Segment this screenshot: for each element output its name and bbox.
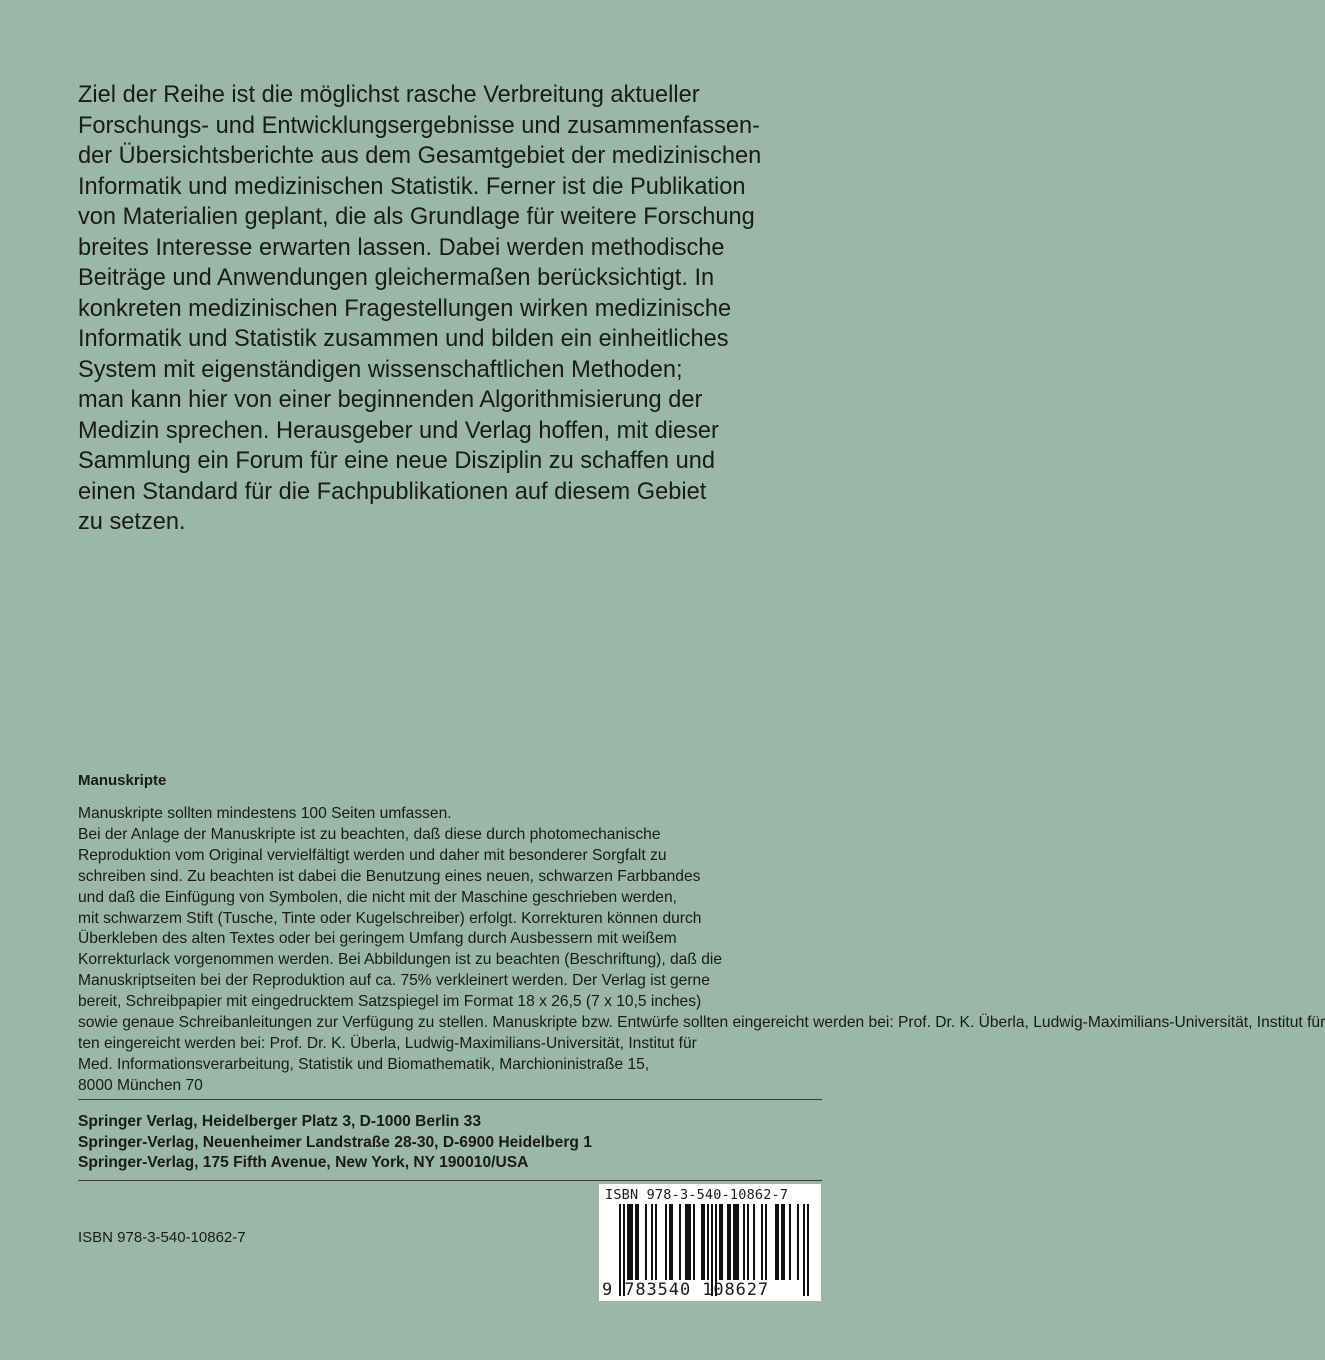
isbn-label: ISBN 978-3-540-10862-7 xyxy=(78,1229,246,1246)
barcode-bar xyxy=(733,1204,735,1280)
barcode-bar xyxy=(747,1204,749,1280)
address-berlin: Springer Verlag, Heidelberger Platz 3, D-1000 Berlin 33 xyxy=(78,1113,482,1130)
manuscripts-line: Bei der Anlage der Manuskripte ist zu beachten, daß diese durch photomechanische xyxy=(78,825,661,843)
barcode-isbn-text: ISBN 978-3-540-10862-7 xyxy=(605,1187,789,1203)
intro-line: Forschungs- und Entwicklungsergebnisse und zusammenfassen- xyxy=(78,112,760,139)
intro-line: von Materialien geplant, die als Grundlage für weitere Forschung xyxy=(78,204,755,230)
barcode-bar xyxy=(753,1204,755,1280)
series-description xyxy=(78,80,838,538)
barcode-digits: 9 783540 108627 xyxy=(602,1280,770,1300)
barcode-bar xyxy=(703,1204,705,1280)
intro-line: zu setzen. xyxy=(78,509,186,535)
intro-line: konkreten medizinischen Fragestellungen wirken medizinische xyxy=(78,295,732,322)
manuscripts-line: schreiben sind. Zu beachten ist dabei die Benutzung eines neuen, schwarzen Farbbandes xyxy=(78,867,701,885)
barcode-bar xyxy=(701,1204,703,1280)
barcode-bar xyxy=(797,1204,799,1280)
barcode-bar xyxy=(777,1204,779,1280)
barcode-bar xyxy=(685,1204,687,1280)
manuscripts-line: Manuskriptseiten bei der Reproduktion auf ca. 75% verkleinert werden. Der Verlag ist gerne xyxy=(78,972,710,990)
isbn-barcode xyxy=(599,1184,821,1301)
barcode-bar xyxy=(737,1204,739,1280)
barcode-bar xyxy=(789,1204,791,1280)
intro-line: System mit eigenständigen wissenschaftlichen Methoden; xyxy=(78,356,683,383)
barcode-bar xyxy=(735,1204,737,1280)
barcode-bar xyxy=(631,1204,633,1280)
intro-line: Sammlung ein Forum für eine neue Disziplin zu schaffen und xyxy=(78,448,715,474)
barcode-bar xyxy=(687,1204,689,1280)
barcode-bar xyxy=(689,1204,691,1280)
manuscripts-line: Manuskripte sollten mindestens 100 Seiten umfassen. xyxy=(78,805,452,822)
intro-line: breites Interesse erwarten lassen. Dabei werden methodische xyxy=(78,234,725,261)
manuscripts-line: mit schwarzem Stift (Tusche, Tinte oder Kugelschreiber) erfolgt. Korrekturen können durch xyxy=(78,909,702,927)
barcode-bar xyxy=(727,1204,729,1280)
manuscripts-line: Überkleben des alten Textes oder bei geringem Umfang durch Ausbessern mit weißem xyxy=(78,930,677,948)
manuscripts-line: und daß die Einfügung von Symbolen, die nicht mit der Maschine geschrieben werden, xyxy=(78,888,677,906)
barcode-bar xyxy=(775,1204,777,1280)
manuscripts-line: 8000 München 70 xyxy=(78,1076,203,1094)
divider-top xyxy=(78,1099,822,1100)
manuscripts-line: bereit, Schreibpapier mit eingedrucktem Satzspiegel im Format 18 x 26,5 (7 x 10,5 inches) xyxy=(78,993,702,1011)
barcode-bar xyxy=(651,1204,653,1280)
intro-line: der Übersichtsberichte aus dem Gesamtgebiet der medizinischen xyxy=(78,143,762,169)
publisher-addresses xyxy=(78,1112,592,1174)
barcode-bar xyxy=(669,1204,671,1280)
barcode-bar xyxy=(693,1204,695,1280)
barcode-bar xyxy=(719,1204,721,1280)
barcode-bar xyxy=(743,1204,745,1280)
address-new-york: Springer-Verlag, 175 Fifth Avenue, New York, NY 190010/USA xyxy=(78,1154,529,1171)
barcode-bar xyxy=(707,1204,709,1280)
manuscripts-line: Med. Informationsverarbeitung, Statistik und Biomathematik, Marchioninistraße 15, xyxy=(78,1055,650,1073)
divider-bottom xyxy=(78,1180,822,1181)
barcode-bar xyxy=(761,1204,763,1280)
intro-line: Beiträge und Anwendungen gleichermaßen berücksichtigt. In xyxy=(78,265,715,291)
intro-line: Medizin sprechen. Herausgeber und Verlag hoffen, mit dieser xyxy=(78,417,719,444)
manuscripts-line: Korrekturlack vorgenommen werden. Bei Abbildungen ist zu beachten (Beschriftung), daß die xyxy=(78,951,723,969)
barcode-bar xyxy=(627,1204,629,1280)
barcode-bar xyxy=(645,1204,647,1280)
intro-line: Informatik und Statistik zusammen und bilden ein einheitliches xyxy=(78,326,729,352)
address-heidelberg: Springer-Verlag, Neuenheimer Landstraße 28-30, D-6900 Heidelberg 1 xyxy=(78,1133,592,1151)
manuscripts-heading: Manuskripte xyxy=(78,772,167,789)
barcode-bar xyxy=(803,1204,805,1296)
barcode-bar xyxy=(729,1204,731,1280)
barcode-bar xyxy=(635,1204,637,1280)
intro-line: Informatik und medizinischen Statistik. Ferner ist die Publikation xyxy=(78,173,746,200)
manuscripts-text xyxy=(78,804,1325,1097)
barcode-bar xyxy=(665,1204,667,1280)
manuscripts-line: Reproduktion vom Original vervielfältigt werden und daher mit besonderer Sorgfalt zu xyxy=(78,846,667,864)
barcode-bar xyxy=(765,1204,767,1280)
intro-line: einen Standard für die Fachpublikationen auf diesem Gebiet xyxy=(78,478,707,505)
manuscripts-line: sowie genaue Schreibanleitungen zur Verfügung zu stellen. Manuskripte bzw. Entwürfe sollten eingereicht werden bei: Prof. Dr. K. Überla, Ludwig-Maximilians-Universität, Institut für xyxy=(78,1014,1325,1032)
intro-line: Ziel der Reihe ist die möglichst rasche Verbreitung aktueller xyxy=(78,82,700,108)
intro-line: man kann hier von einer beginnenden Algorithmisierung der xyxy=(78,387,703,413)
barcode-bar xyxy=(721,1204,723,1280)
barcode-bar xyxy=(671,1204,673,1280)
barcode-bar xyxy=(783,1204,785,1280)
barcode-bar xyxy=(637,1204,639,1280)
barcode-bar xyxy=(629,1204,631,1280)
barcode-bar xyxy=(807,1204,809,1296)
barcode-bar xyxy=(655,1204,657,1280)
barcode-bar xyxy=(679,1204,681,1280)
barcode-bar xyxy=(781,1204,783,1280)
manuscripts-line: ten eingereicht werden bei: Prof. Dr. K. Überla, Ludwig-Maximilians-Universität, Institut für xyxy=(78,1034,697,1052)
